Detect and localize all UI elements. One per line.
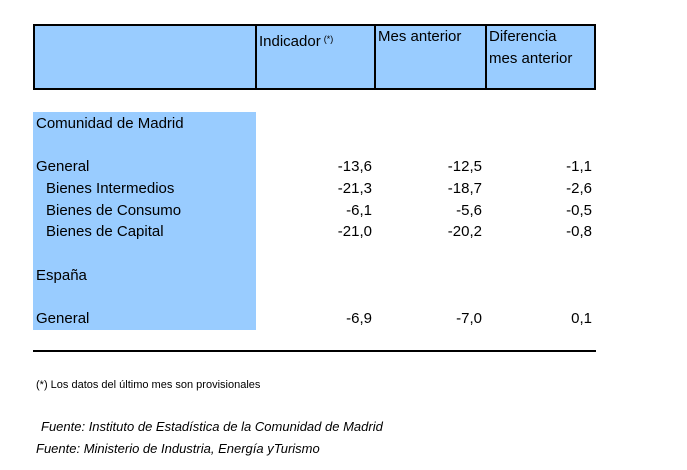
footnote: (*) Los datos del último mes son provisionales bbox=[36, 379, 261, 391]
cell-indicador: -6,9 bbox=[346, 310, 372, 327]
header-indicador bbox=[259, 31, 333, 53]
cell-diferencia: -1,1 bbox=[566, 158, 592, 175]
row-label: Bienes de Capital bbox=[46, 223, 164, 240]
cell-mes-anterior: -5,6 bbox=[456, 202, 482, 219]
cell-diferencia: -0,8 bbox=[566, 223, 592, 240]
cell-diferencia: -2,6 bbox=[566, 180, 592, 197]
cell-mes-anterior: -20,2 bbox=[447, 223, 482, 240]
cell-indicador: -21,0 bbox=[337, 223, 372, 240]
cell-indicador: -6,1 bbox=[346, 202, 372, 219]
table-header bbox=[33, 24, 596, 90]
section-title-espana: España bbox=[36, 267, 87, 284]
row-labels-band bbox=[33, 112, 256, 330]
cell-diferencia: 0,1 bbox=[571, 310, 592, 327]
header-diferencia-line1: Diferencia bbox=[489, 28, 557, 45]
header-indicador-label: Indicador bbox=[259, 33, 321, 50]
cell-diferencia: -0,5 bbox=[566, 202, 592, 219]
row-label: Bienes Intermedios bbox=[46, 180, 175, 197]
header-mes-anterior: Mes anterior bbox=[378, 28, 462, 45]
header-indicador-mark: (*) bbox=[323, 34, 334, 44]
source-line: Fuente: Instituto de Estadística de la Comunidad de Madrid bbox=[41, 419, 383, 434]
table-bottom-rule bbox=[33, 350, 596, 352]
section-title-madrid: Comunidad de Madrid bbox=[36, 115, 184, 132]
header-divider bbox=[255, 26, 257, 88]
cell-mes-anterior: -18,7 bbox=[447, 180, 482, 197]
cell-indicador: -13,6 bbox=[337, 158, 372, 175]
row-label: General bbox=[36, 310, 90, 327]
source-line: Fuente: Ministerio de Industria, Energía yTurismo bbox=[36, 441, 320, 456]
header-diferencia-line2: mes anterior bbox=[489, 50, 573, 67]
cell-mes-anterior: -12,5 bbox=[447, 158, 482, 175]
cell-indicador: -21,3 bbox=[337, 180, 372, 197]
row-label: Bienes de Consumo bbox=[46, 202, 182, 219]
header-divider bbox=[485, 26, 487, 88]
header-diferencia bbox=[489, 26, 572, 70]
cell-mes-anterior: -7,0 bbox=[456, 310, 482, 327]
header-divider bbox=[374, 26, 376, 88]
row-label: General bbox=[36, 158, 90, 175]
